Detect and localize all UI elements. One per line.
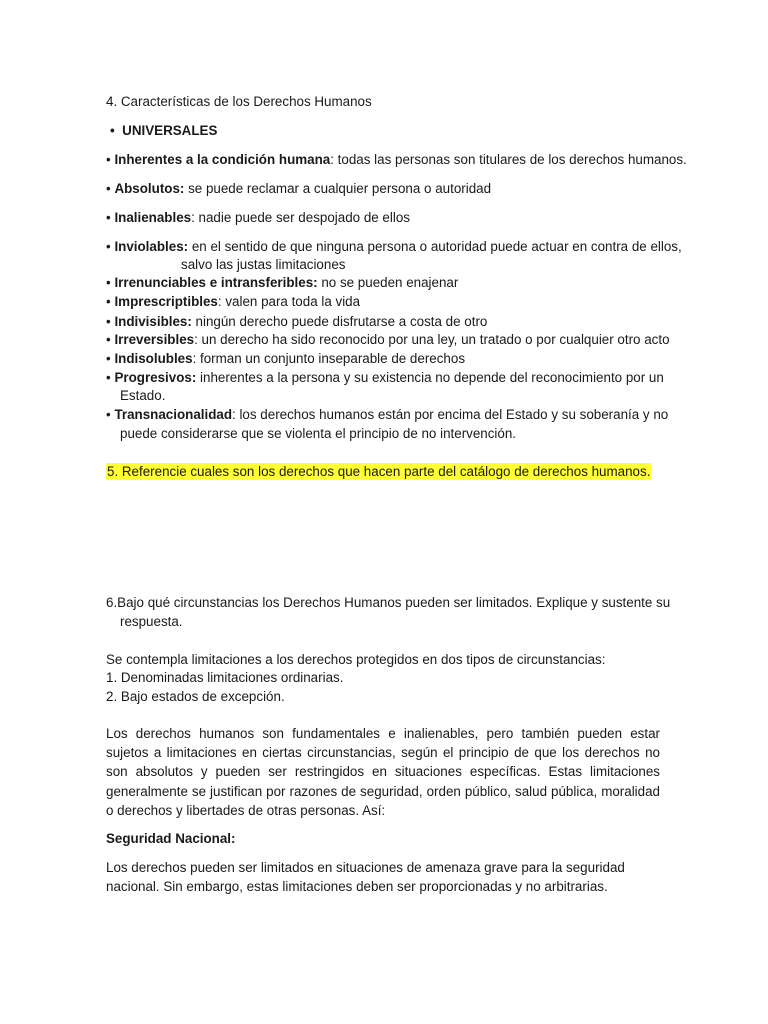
section-6-intro: Se contempla limitaciones a los derechos protegidos en dos tipos de circunstancias: bbox=[106, 652, 606, 667]
bullet: • bbox=[106, 210, 111, 225]
seguridad-nacional-paragraph: Los derechos pueden ser limitados en situaciones de amenaza grave para la seguridad nacional. Sin embargo, estas limitaciones deben ser proporcionadas y no arbitrarias. bbox=[106, 860, 625, 895]
item-inviolables bbox=[106, 237, 682, 256]
circumstance-list-item-1: 1. Denominadas limitaciones ordinarias. bbox=[106, 670, 344, 685]
item-desc: se puede reclamar a cualquier persona o autoridad bbox=[184, 181, 492, 196]
item-desc: : valen para toda la vida bbox=[217, 294, 361, 309]
item-imprescriptibles bbox=[106, 292, 360, 311]
bullet: • bbox=[106, 314, 111, 329]
item-irreversibles bbox=[106, 330, 670, 349]
bullet: • bbox=[106, 294, 111, 309]
item-term: Indisolubles bbox=[114, 351, 193, 366]
item-term: Irrenunciables e intransferibles: bbox=[114, 275, 318, 290]
highlighted-question: 5. Referencie cuales son los derechos que hacen parte del catálogo de derechos humanos. bbox=[107, 464, 651, 479]
item-progresivos-cont: Estado. bbox=[120, 388, 166, 403]
item-term: Irreversibles bbox=[114, 332, 195, 347]
section-6-heading-line2: respuesta. bbox=[120, 614, 183, 629]
bullet: • bbox=[106, 181, 111, 196]
item-indivisibles bbox=[106, 312, 487, 331]
bullet: • bbox=[106, 152, 111, 167]
item-desc: : nadie puede ser despojado de ellos bbox=[191, 210, 410, 225]
item-inalienables bbox=[106, 208, 410, 227]
item-term: Transnacionalidad bbox=[114, 407, 233, 422]
item-desc: : forman un conjunto inseparable de derechos bbox=[192, 351, 466, 366]
item-desc: : todas las personas son titulares de los derechos humanos. bbox=[330, 152, 687, 167]
item-desc: : los derechos humanos están por encima del Estado y su soberanía y no bbox=[232, 407, 669, 422]
document-page bbox=[106, 0, 687, 1024]
universales-line bbox=[110, 121, 217, 140]
bullet: • bbox=[106, 370, 111, 385]
section-4-heading: 4. Características de los Derechos Humanos bbox=[106, 94, 372, 109]
item-transnacionalidad bbox=[106, 405, 668, 424]
item-term: Absolutos: bbox=[114, 181, 185, 196]
item-term: Inalienables bbox=[114, 210, 192, 225]
item-term: Indivisibles: bbox=[114, 314, 192, 329]
item-inviolables-cont: salvo las justas limitaciones bbox=[181, 257, 346, 272]
item-desc: inherentes a la persona y su existencia no depende del reconocimiento por un bbox=[196, 370, 664, 385]
item-desc: en el sentido de que ninguna persona o autoridad puede actuar en contra de ellos, bbox=[188, 239, 682, 254]
bullet: • bbox=[106, 407, 111, 422]
bullet: • bbox=[106, 275, 111, 290]
item-term: Inherentes a la condición humana bbox=[114, 152, 331, 167]
bullet: • bbox=[110, 123, 115, 138]
bullet: • bbox=[106, 332, 111, 347]
item-desc: : un derecho ha sido reconocido por una ley, un tratado o por cualquier otro acto bbox=[194, 332, 670, 347]
item-desc: no se pueden enajenar bbox=[317, 275, 459, 290]
item-term: Inviolables: bbox=[114, 239, 189, 254]
circumstance-list-item-2: 2. Bajo estados de excepción. bbox=[106, 689, 285, 704]
bullet: • bbox=[106, 239, 111, 254]
item-term: Progresivos: bbox=[114, 370, 197, 385]
item-indisolubles bbox=[106, 349, 465, 368]
bullet: • bbox=[106, 351, 111, 366]
universales-label: UNIVERSALES bbox=[122, 123, 218, 138]
item-desc: ningún derecho puede disfrutarse a costa de otro bbox=[191, 314, 488, 329]
section-6-heading-line1: 6.Bajo qué circunstancias los Derechos Humanos pueden ser limitados. Explique y sustente su bbox=[106, 595, 671, 610]
item-irrenunciables bbox=[106, 273, 458, 292]
limitations-paragraph: Los derechos humanos son fundamentales e inalienables, pero también pueden estar sujetos a limitaciones en ciertas circunstancias, según el principio de que los derechos no son absolutos y pueden ser restringidos en situaciones específicas. Estas limitaciones generalmente se justifican por razones de seguridad, orden público, salud pública, moralidad o derechos y libertades de otras personas. Así: bbox=[106, 726, 660, 818]
item-absolutos bbox=[106, 179, 491, 198]
item-transnacionalidad-cont: puede considerarse que se violenta el principio de no intervención. bbox=[120, 426, 517, 441]
item-progresivos bbox=[106, 368, 664, 387]
item-inherentes bbox=[106, 150, 687, 169]
item-term: Imprescriptibles bbox=[114, 294, 218, 309]
seguridad-nacional-heading: Seguridad Nacional: bbox=[106, 831, 236, 846]
section-5-heading bbox=[106, 462, 651, 481]
